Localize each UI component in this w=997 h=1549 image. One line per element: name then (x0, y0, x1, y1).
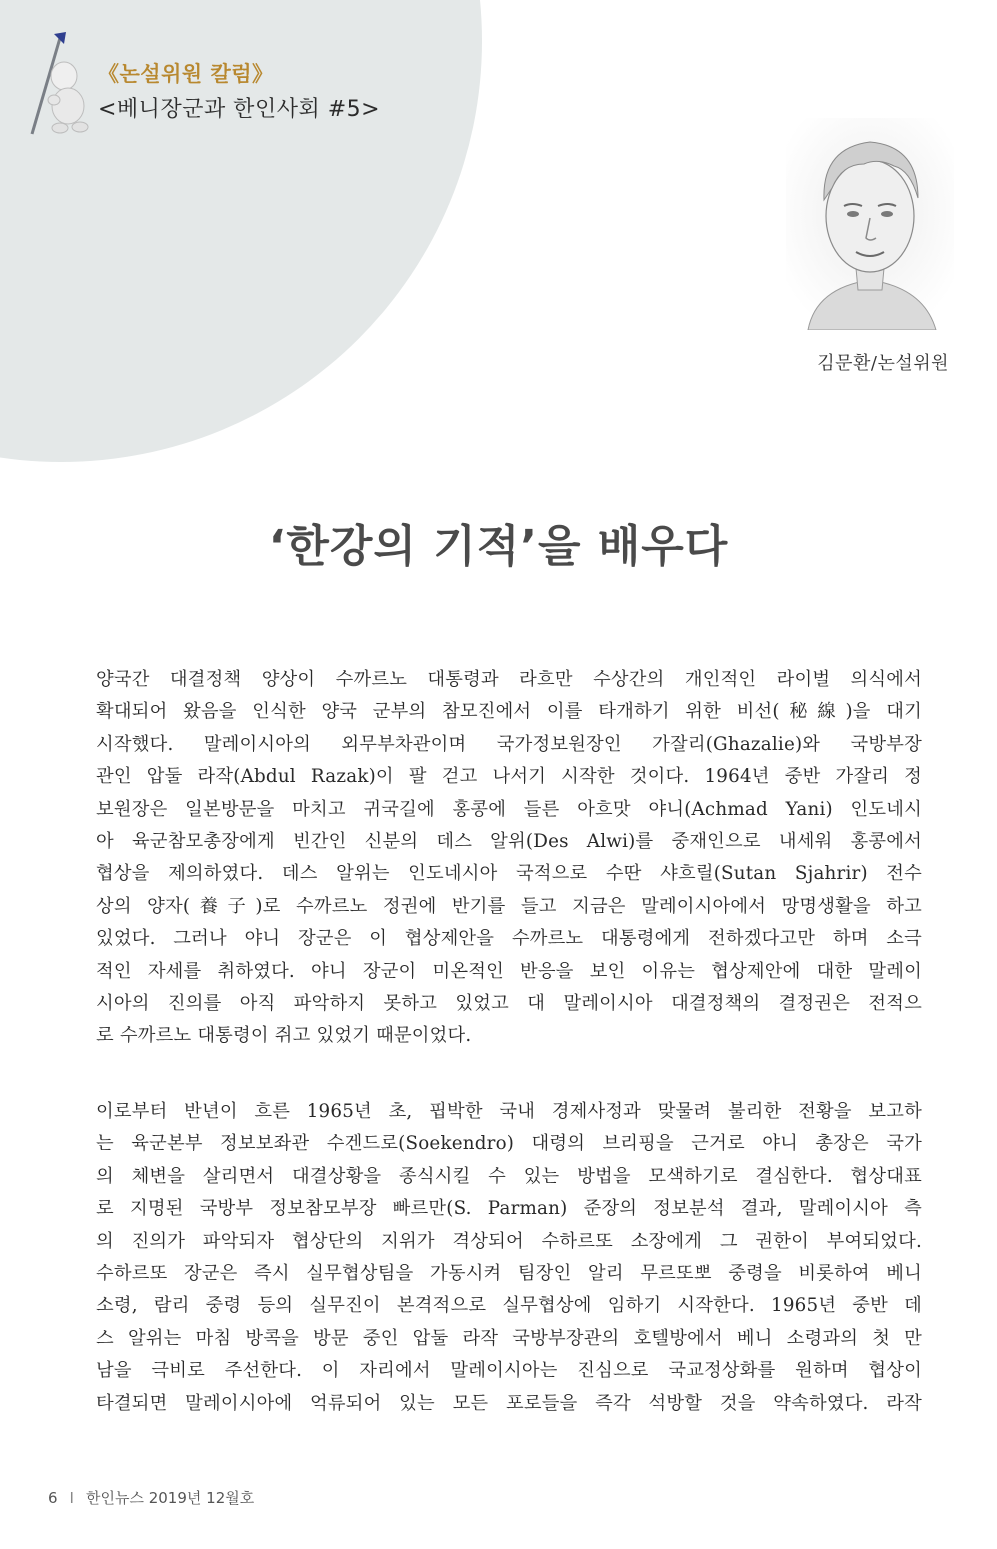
text-line: 로 수까르노 대통령이 쥐고 있었기 때문이었다. (96, 1025, 472, 1047)
text-line: 있었다. 그러나 야니 장군은 이 협상제안을 수까르노 대통령에게 전하겠다고만 하며 소극 (96, 928, 922, 950)
text-line: 적인 자세를 취하였다. 야니 장군이 미온적인 반응을 보인 이유는 협상제안에 대한 말레이 (96, 960, 922, 982)
text-line: 스 알위는 마침 방콕을 방문 중인 압둘 라작 국방부장관의 호텔방에서 베니 소령과의 첫 만 (96, 1327, 922, 1349)
column-label: 《논설위원 칼럼》 (98, 62, 274, 86)
page-footer (48, 1487, 254, 1508)
text-line: 아 육군참모총장에게 빈간인 신분의 데스 알위(Des Alwi)를 중재인으로 내세워 홍콩에서 (96, 830, 922, 852)
writer-mascot-icon (24, 30, 94, 140)
author-portrait-icon (786, 118, 954, 330)
series-title: <베니장군과 한인사회 #5> (98, 97, 381, 122)
paragraph-1 (96, 664, 922, 1053)
text-line: 시작했다. 말레이시아의 외무부차관이며 국가정보원장인 가잘리(Ghazalie)와 국방부장 (96, 733, 922, 755)
footer-separator: I (69, 1489, 74, 1507)
article-headline: ‘한강의 기적’을 배우다 (268, 521, 729, 572)
author-byline: 김문환/논설위원 (817, 353, 949, 374)
publication-issue: 한인뉴스 2019년 12월호 (85, 1489, 255, 1507)
text-line: 확대되어 왔음을 인식한 양국 군부의 참모진에서 이를 타개하기 위한 비선(秘線)을 대기 (96, 701, 922, 723)
text-line: 소령, 람리 중령 등의 실무진이 본격적으로 실무협상에 임하기 시작한다. 1965년 중반 데 (96, 1295, 922, 1317)
text-line: 관인 압둘 라작(Abdul Razak)이 팔 걷고 나서기 시작한 것이다. 1964년 중반 가잘리 정 (96, 766, 922, 788)
text-line: 상의 양자(養子)로 수까르노 정권에 반기를 들고 지금은 말레이시아에서 망명생활을 하고 (96, 895, 922, 917)
paragraph-2 (96, 1096, 922, 1420)
text-line: 남을 극비로 주선한다. 이 자리에서 말레이시아는 진심으로 국교정상화를 원하며 협상이 (96, 1360, 922, 1382)
text-line: 는 육군본부 정보보좌관 수겐드로(Soekendro) 대령의 브리핑을 근거로 야니 총장은 국가 (96, 1133, 922, 1155)
text-line: 타결되면 말레이시아에 억류되어 있는 모든 포로들을 즉각 석방할 것을 약속하였다. 라작 (96, 1392, 922, 1414)
text-line: 로 지명된 국방부 정보참모부장 빠르만(S. Parman) 준장의 정보분석 결과, 말레이시아 측 (96, 1198, 922, 1220)
text-line: 의 체변을 살리면서 대결상황을 종식시킬 수 있는 방법을 모색하기로 결심한다. 협상대표 (96, 1165, 922, 1187)
text-line: 수하르또 장군은 즉시 실무협상팀을 가동시켜 팀장인 알리 무르또뽀 중령을 비롯하여 베니 (96, 1262, 922, 1284)
text-line: 보원장은 일본방문을 마치고 귀국길에 홍콩에 들른 아흐맛 야니(Achmad Yani) 인도네시 (96, 798, 922, 820)
text-line: 시아의 진의를 아직 파악하지 못하고 있었고 대 말레이시아 대결정책의 결정권은 전적으 (96, 992, 922, 1014)
page-number: 6 (48, 1489, 58, 1507)
text-line: 양국간 대결정책 양상이 수까르노 대통령과 라흐만 수상간의 개인적인 라이벌 의식에서 (96, 669, 922, 690)
text-line: 이로부터 반년이 흐른 1965년 초, 핍박한 국내 경제사정과 맞물려 불리한 전황을 보고하 (96, 1101, 922, 1122)
text-line: 의 진의가 파악되자 협상단의 지위가 격상되어 수하르또 소장에게 그 권한이 부여되었다. (96, 1230, 922, 1252)
text-line: 협상을 제의하였다. 데스 알위는 인도네시아 국적으로 수딴 샤흐릴(Sutan Sjahrir) 전수 (96, 863, 922, 885)
